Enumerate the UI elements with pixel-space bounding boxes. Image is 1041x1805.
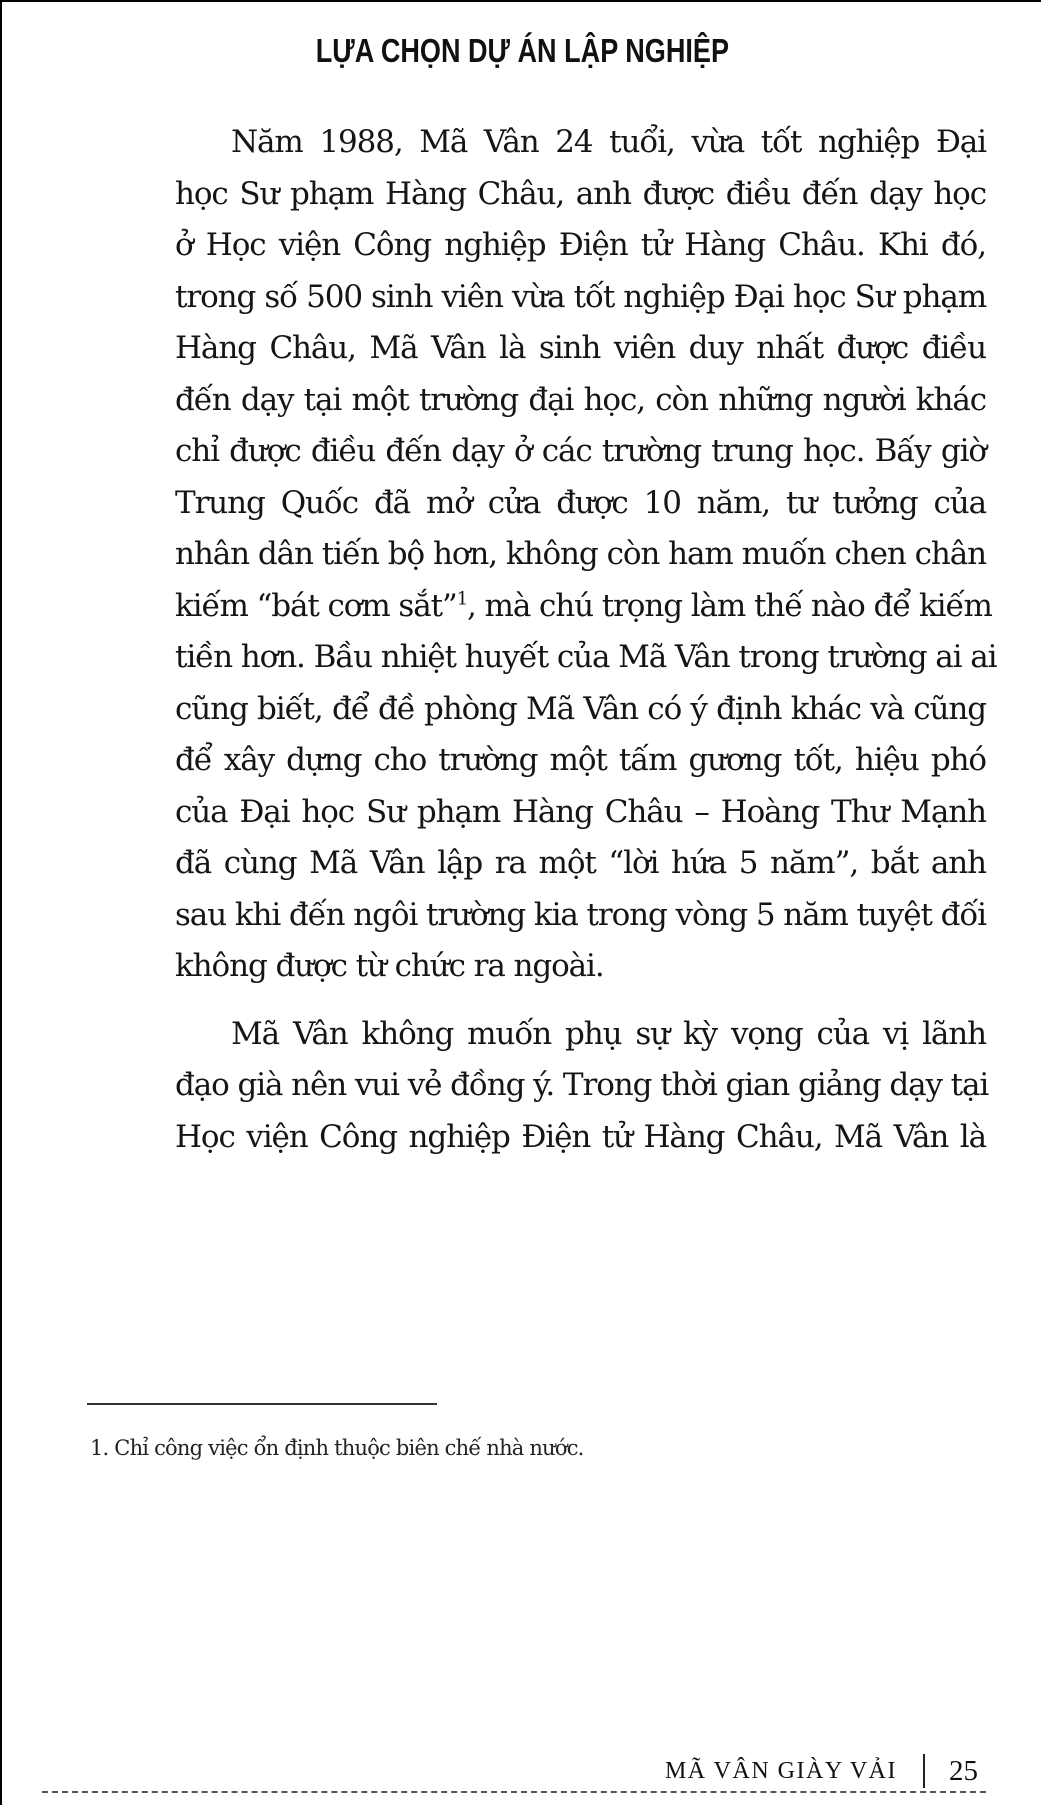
text-line: Học viện Công nghiệp Điện tử Hàng Châu, Mã Vân là [175,1118,986,1155]
footnote-separator [87,1403,437,1405]
footnote-reference[interactable]: 1 [456,588,468,610]
text-line: Năm 1988, Mã Vân 24 tuổi, vừa tốt nghiệp Đại [231,124,986,160]
text-line: ở Học viện Công nghiệp Điện tử Hàng Châu. Khi đó, [175,227,986,263]
paragraph-1 [119,117,997,993]
text-line: tiền hơn. Bầu nhiệt huyết của Mã Vân trong trường ai ai [175,639,997,675]
text-line: Mã Vân không muốn phụ sự kỳ vọng của vị lãnh [231,1015,986,1052]
text-line: Hàng Châu, Mã Vân là sinh viên duy nhất được điều [175,330,986,366]
text-line: nhân dân tiến bộ hơn, không còn ham muốn chen chân [175,536,986,572]
text-line: cũng biết, để đề phòng Mã Vân có ý định khác và cũng [175,690,986,727]
body-text [119,117,997,1163]
text-line: đã cùng Mã Vân lập ra một “lời hứa 5 năm”, bắt anh [175,845,986,881]
book-title: MÃ VÂN GIÀY VẢI [664,1757,897,1784]
footnote: 1. Chỉ công việc ổn định thuộc biên chế nhà nước. [90,1436,584,1460]
text-line: học Sư phạm Hàng Châu, anh được điều đến dạy học [175,175,986,212]
footer-divider [923,1754,925,1788]
text-line: trong số 500 sinh viên vừa tốt nghiệp Đại học Sư phạm [175,278,986,315]
paragraph-2 [119,1009,989,1164]
text-segment: kiếm “bát cơm sắt” [175,587,457,624]
text-line: đến dạy tại một trường đại học, còn những người khác [175,381,986,418]
page-number: 25 [949,1754,978,1787]
text-line: sau khi đến ngôi trường kia trong vòng 5 năm tuyệt đối [175,896,986,933]
dashed-cut-line [42,1791,986,1793]
text-line: Trung Quốc đã mở cửa được 10 năm, tư tưởng của [175,484,986,521]
text-line: để xây dựng cho trường một tấm gương tốt, hiệu phó [175,742,986,778]
text-line: chỉ được điều đến dạy ở các trường trung học. Bấy giờ [175,433,986,469]
running-footer [665,1754,978,1788]
text-line-with-footnote [119,581,992,633]
text-segment: , mà chú trọng làm thế nào để kiếm [467,587,992,624]
text-line: của Đại học Sư phạm Hàng Châu – Hoàng Thư Mạnh [175,793,986,830]
text-line: đạo già nên vui vẻ đồng ý. Trong thời gian giảng dạy tại [175,1067,989,1103]
chapter-title: LỰA CHỌN DỰ ÁN LẬP NGHIỆP [315,32,730,69]
text-line: không được từ chức ra ngoài. [175,948,604,984]
